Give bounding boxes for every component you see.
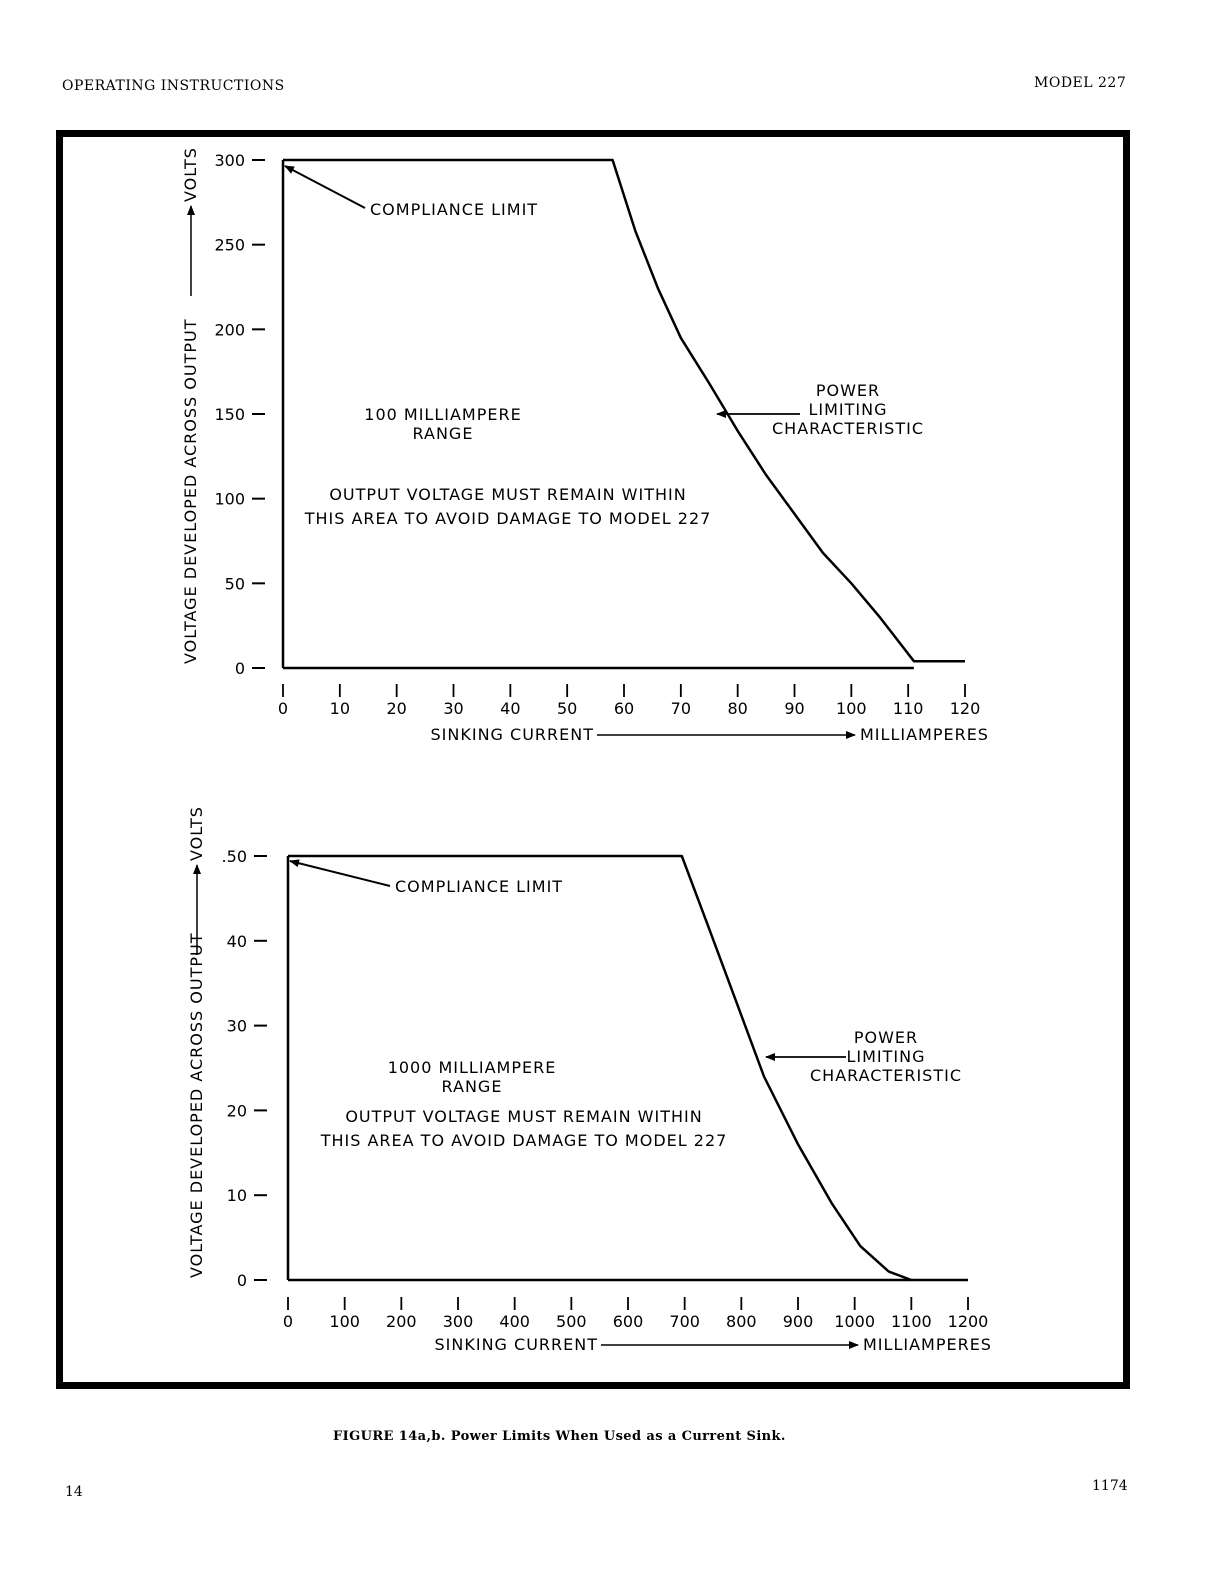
chart-100ma — [181, 147, 989, 744]
range-label-line: RANGE — [412, 424, 474, 443]
figure-caption: FIGURE 14a,b. Power Limits When Used as a Current Sink. — [333, 1429, 786, 1444]
power-label-line: POWER — [815, 381, 881, 400]
x-tick-label: 40 — [500, 699, 521, 718]
x-tick-label: 500 — [556, 1312, 587, 1331]
power-label-line: CHARACTERISTIC — [772, 419, 924, 438]
power-label-line: LIMITING — [846, 1047, 926, 1066]
x-tick-label: 400 — [499, 1312, 530, 1331]
compliance-arrow — [290, 861, 390, 886]
x-tick-label: 700 — [669, 1312, 700, 1331]
x-axis-unit: MILLIAMPERES — [860, 725, 989, 744]
x-axis-title: SINKING CURRENT — [434, 1335, 598, 1354]
y-tick-label: 20 — [226, 1101, 247, 1121]
warning-note-line: THIS AREA TO AVOID DAMAGE TO MODEL 227 — [320, 1131, 728, 1150]
x-tick-label: 1100 — [890, 1312, 932, 1331]
y-tick-label: 30 — [226, 1016, 247, 1036]
y-axis-title-group — [187, 806, 206, 1278]
y-tick-label: 300 — [214, 151, 245, 170]
x-tick-label: 100 — [836, 699, 867, 718]
power-label-line: CHARACTERISTIC — [810, 1066, 962, 1085]
x-tick-label: 600 — [612, 1312, 644, 1331]
page-number: 14 — [65, 1484, 83, 1500]
warning-note-line: OUTPUT VOLTAGE MUST REMAIN WITHIN — [345, 1107, 703, 1126]
y-axis-title: VOLTAGE DEVELOPED ACROSS OUTPUT — [187, 932, 206, 1278]
x-tick-label: 200 — [386, 1312, 417, 1331]
x-tick-label: 50 — [556, 699, 578, 718]
x-tick-label: 800 — [726, 1312, 757, 1331]
x-tick-label: 110 — [892, 699, 924, 718]
range-label-line: 100 MILLIAMPERE — [364, 405, 522, 424]
y-tick-label: 100 — [214, 489, 245, 509]
y-tick-label: 0 — [234, 659, 245, 678]
y-axis-unit: VOLTS — [181, 147, 200, 202]
x-tick-label: 0 — [277, 699, 289, 718]
x-tick-label: 1200 — [947, 1312, 989, 1331]
y-tick-label: 10 — [226, 1186, 247, 1206]
y-tick-label: .50 — [221, 847, 247, 866]
x-tick-label: 1000 — [834, 1312, 876, 1331]
power-label-line: LIMITING — [808, 400, 888, 419]
x-tick-label: 300 — [442, 1312, 474, 1331]
header-left: OPERATING INSTRUCTIONS — [62, 78, 285, 94]
x-tick-label: 70 — [670, 699, 692, 718]
x-tick-label: 0 — [282, 1312, 294, 1331]
y-tick-label: 200 — [214, 320, 245, 340]
x-tick-label: 100 — [329, 1312, 360, 1331]
range-label-line: RANGE — [441, 1077, 503, 1096]
compliance-label: COMPLIANCE LIMIT — [395, 877, 564, 896]
x-tick-label: 60 — [613, 699, 635, 718]
x-tick-label: 80 — [727, 699, 748, 718]
x-axis-unit: MILLIAMPERES — [863, 1335, 992, 1354]
header-right: MODEL 227 — [1034, 75, 1127, 91]
y-axis-title-group — [181, 147, 200, 664]
warning-note-line: THIS AREA TO AVOID DAMAGE TO MODEL 227 — [304, 509, 712, 528]
power-label-line: POWER — [853, 1028, 919, 1047]
y-tick-label: 150 — [214, 405, 245, 424]
warning-note-line: OUTPUT VOLTAGE MUST REMAIN WITHIN — [329, 485, 687, 504]
document-code: 1174 — [1092, 1478, 1128, 1494]
range-label-line: 1000 MILLIAMPERE — [387, 1058, 557, 1077]
compliance-arrow — [285, 166, 365, 208]
x-axis-title: SINKING CURRENT — [430, 725, 594, 744]
x-tick-label: 20 — [386, 699, 407, 718]
x-tick-label: 900 — [782, 1312, 814, 1331]
y-tick-label: 250 — [214, 235, 245, 255]
compliance-label: COMPLIANCE LIMIT — [370, 200, 539, 219]
y-tick-label: 0 — [236, 1271, 247, 1290]
y-axis-title: VOLTAGE DEVELOPED ACROSS OUTPUT — [181, 318, 200, 664]
y-axis-unit: VOLTS — [187, 806, 206, 861]
x-tick-label: 90 — [784, 699, 805, 718]
y-tick-label: 40 — [226, 931, 247, 951]
chart-1000ma — [187, 806, 992, 1354]
y-tick-label: 50 — [224, 574, 245, 594]
x-tick-label: 10 — [329, 699, 351, 718]
x-tick-label: 120 — [949, 699, 981, 718]
x-tick-label: 30 — [443, 699, 464, 718]
